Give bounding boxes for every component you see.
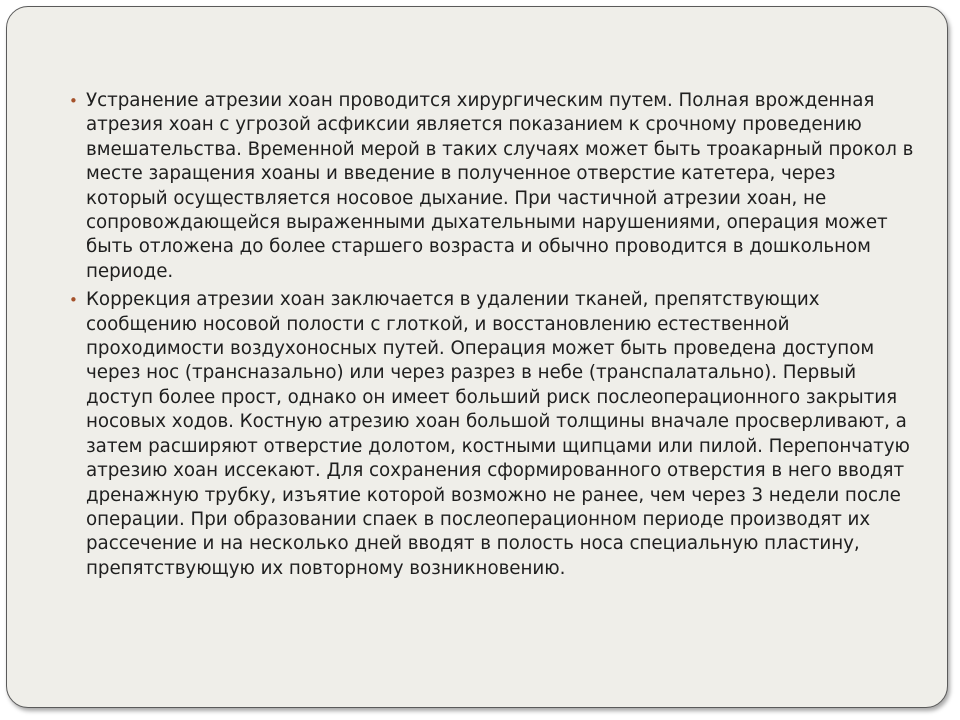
bullet-list [69, 89, 919, 581]
bullet-icon: • [69, 291, 78, 310]
bullet-icon: • [69, 92, 78, 110]
list-item [69, 288, 919, 581]
bullet-text: Коррекция атрезии хоан заключается в удалении тканей, препятствующих сообщению носовой полости с глоткой, и восстановлению естественной проходимости воздухоносных путей. Операция может быть проведена доступом через нос (трансназально) или через разрез в небе (транспалатально). Первый доступ более прост, однако он имеет больший риск послеоперационного закрытия носовых ходов. Костную атрезию хоан большой толщины вначале просверливают, а затем расширяют отверстие долотом, костными щипцами или пилой. Перепончатую атрезию хоан иссекают. Для сохранения сформированного отверстия в него вводят дренажную трубку, изъятие которой возможно не ранее, чем через 3 недели после операции. При образовании спаек в послеоперационном периоде производят их рассечение и на несколько дней вводят в полость носа специальную пластину, препятствующую их повторному возникновению. [86, 289, 910, 579]
bullet-text: Устранение атрезии хоан проводится хирургическим путем. Полная врожденная атрезия хоан с угрозой асфиксии является показанием к срочному проведению вмешательства. Временной мерой в таких случаях может быть троакарный прокол в месте заращения хоаны и введение в полученное отверстие катетера, через который осуществляется носовое дыхание. При частичной атрезии хоан, не сопровождающейся выраженными дыхательными нарушениями, операция может быть отложена до более старшего возраста и обычно проводится в дошкольном периоде. [86, 90, 914, 282]
list-item [69, 89, 919, 284]
slide-content [69, 89, 919, 585]
slide-frame [6, 6, 948, 708]
